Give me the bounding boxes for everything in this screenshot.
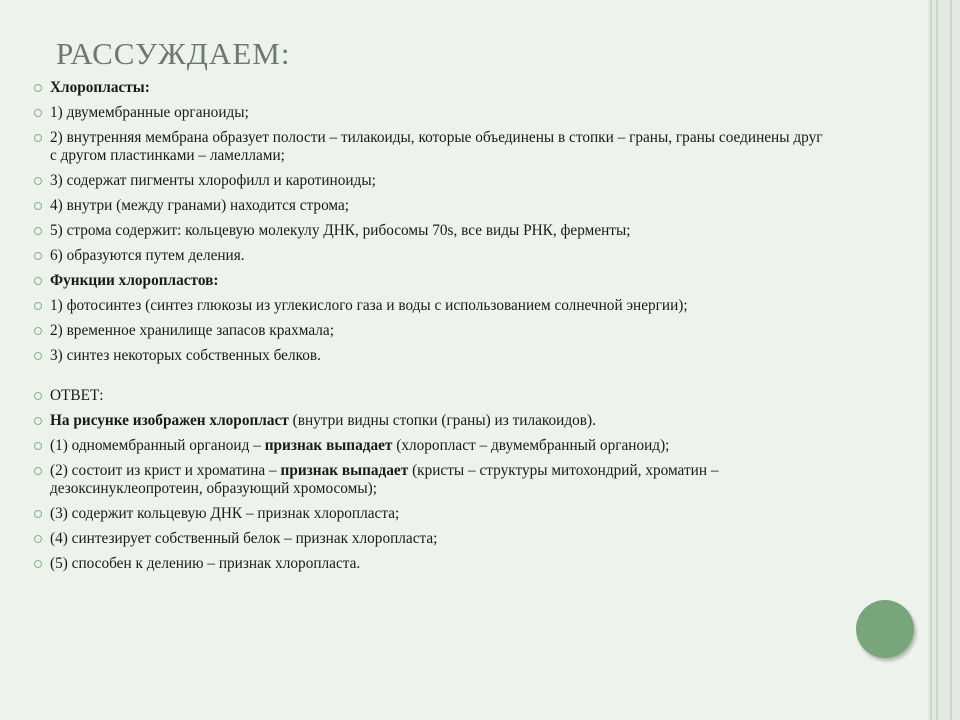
list-item-text: 4) внутри (между гранами) находится строма;	[50, 197, 350, 214]
list-item-text: 1) двумембранные органоиды;	[50, 104, 249, 121]
list-item-text: (1) одномембранный органоид –	[50, 437, 265, 454]
bullet-icon	[34, 442, 42, 450]
list-item	[34, 462, 824, 498]
bullet-icon	[34, 510, 42, 518]
decorative-circle	[856, 600, 914, 658]
list-item	[34, 387, 824, 405]
bullet-icon	[34, 327, 42, 335]
bullet-icon	[34, 84, 42, 92]
bullet-icon	[34, 227, 42, 235]
right-border-strip	[928, 0, 960, 720]
list-item	[34, 104, 824, 122]
bullet-icon	[34, 352, 42, 360]
bullet-icon	[34, 177, 42, 185]
list-item-text: 5) строма содержит: кольцевую молекулу ДНК, рибосомы 70s, все виды РНК, ферменты;	[50, 222, 631, 239]
list-item	[34, 129, 824, 165]
list-item	[34, 297, 824, 315]
list-item-text: 2) внутренняя мембрана образует полости – тилакоиды, которые объединены в стопки – граны, граны соединены друг с другом пластинками – ламеллами;	[50, 129, 823, 164]
list-item	[34, 322, 824, 340]
list-item	[34, 347, 824, 365]
bullet-list	[34, 79, 824, 580]
list-item	[34, 505, 824, 523]
list-item-text: 6) образуются путем деления.	[50, 247, 245, 264]
list-item-text: 2) временное хранилище запасов крахмала;	[50, 322, 334, 339]
bullet-icon	[34, 134, 42, 142]
bullet-icon	[34, 202, 42, 210]
list-item-text: (внутри видны стопки (граны) из тилакоидов).	[288, 412, 596, 429]
list-item-text: Хлоропласты:	[50, 79, 150, 96]
list-item	[34, 272, 824, 290]
list-item-text: На рисунке изображен хлоропласт	[50, 412, 289, 429]
list-item-text: (4) синтезирует собственный белок – признак хлоропласта;	[50, 530, 438, 547]
bullet-icon	[34, 109, 42, 117]
list-item	[34, 412, 824, 430]
list-item	[34, 197, 824, 215]
bullet-icon	[34, 467, 42, 475]
list-item	[34, 530, 824, 548]
border-line	[930, 0, 932, 720]
border-line	[950, 0, 952, 720]
list-item	[34, 437, 824, 455]
bullet-icon	[34, 417, 42, 425]
list-item	[34, 555, 824, 573]
list-item-text: (хлоропласт – двумембранный органоид);	[392, 437, 670, 454]
bullet-icon	[34, 560, 42, 568]
list-item-text: (5) способен к делению – признак хлоропласта.	[50, 555, 361, 572]
list-item-text: Функции хлоропластов:	[50, 272, 219, 289]
border-line	[936, 0, 938, 720]
list-item	[34, 172, 824, 190]
list-item-text: (2) состоит из крист и хроматина –	[50, 462, 281, 479]
list-item-text: признак выпадает	[280, 462, 409, 479]
list-item	[34, 79, 824, 97]
list-item-text: 3) синтез некоторых собственных белков.	[50, 347, 321, 364]
bullet-icon	[34, 252, 42, 260]
list-item-text: (кристы – структуры митохондрий, хроматин – дезоксинуклеопротеин, образующий хромосомы);	[50, 462, 719, 497]
bullet-icon	[34, 535, 42, 543]
list-item-text: (3) содержит кольцевую ДНК – признак хлоропласта;	[50, 505, 400, 522]
list-item-text: 3) содержат пигменты хлорофилл и каротиноиды;	[50, 172, 376, 189]
bullet-icon	[34, 392, 42, 400]
list-item-text: признак выпадает	[264, 437, 393, 454]
bullet-icon	[34, 302, 42, 310]
list-item	[34, 222, 824, 240]
list-item-text: 1) фотосинтез (синтез глюкозы из углекислого газа и воды с использованием солнечной энергии);	[50, 297, 688, 314]
list-item	[34, 247, 824, 265]
slide-title: РАССУЖДАЕМ:	[56, 36, 291, 71]
list-item-text: ОТВЕТ:	[50, 387, 104, 404]
bullet-icon	[34, 277, 42, 285]
